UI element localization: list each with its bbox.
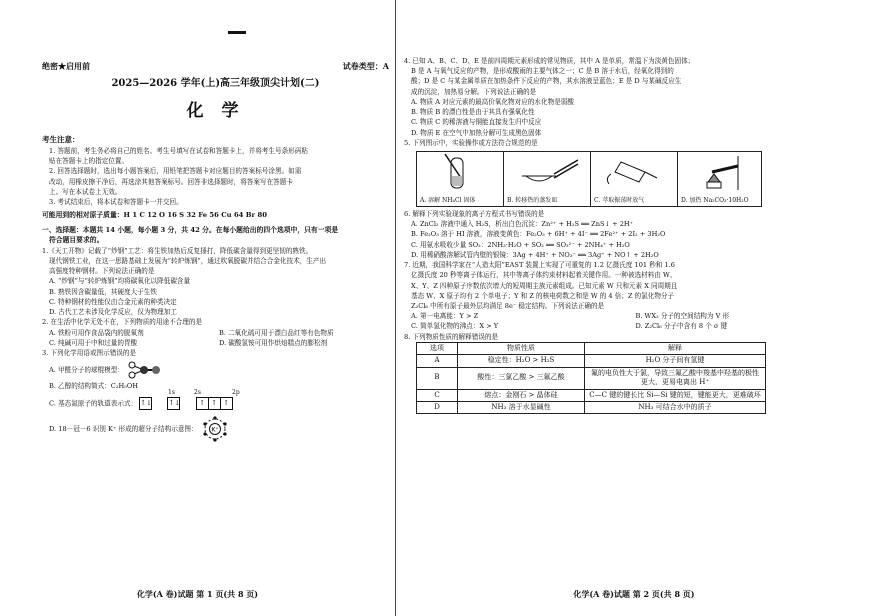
q3-option-b: B. 乙醇的结构简式：C₂H₅OH [49,382,139,391]
question-7 [404,260,860,332]
q5-figures [416,151,762,207]
q6-option-d: D. 用稀硝酸溶解试管内壁的银镜：3Ag + 4H⁺ + NO₃⁻ ══ 3Ag⁺ + NO↑ + 2H₂O [411,250,659,259]
paper-type-label: 试卷类型：A [342,61,389,71]
question-6 [404,209,860,260]
section-heading-2: 符合题目要求的。 [49,236,104,245]
q1-stem: 高强度特种钢材。下列说法正确的是 [49,267,155,276]
q7-stem: 7. 近期，我国科学家在“人造太阳”EAST 装置上实现了可重复的 1.2 亿摄氏度 101 秒和 1.6 [404,261,675,270]
q7-option-c: C. 简单氢化物的沸点：X > Y [411,322,499,331]
q4-option-d: D. 物质 E 在空气中加热分解可生成黑色固体 [411,128,542,137]
exam-title: 2025—2026 学年(上)高三年级顶尖计划(二) [111,78,320,90]
q1-stem: 1.《天工开物》记载了“炒钢”工艺：将生铁加热后反复捶打，降低碳含量得到更坚韧的熟铁。 [42,246,313,255]
orbital-box: ↑↓ [167,397,180,410]
potassium-ion-label: K⁺ [211,426,219,434]
q4-stem: 酸；D 是 C 与某金属单质在加热条件下反应的产物，其水溶液呈蓝色；E 是 D 与某碱反应生 [411,77,682,86]
table-cell: 酸性：三氯乙酸 > 三氟乙酸 [458,367,585,389]
q4-stem: B 是 A 与氧气反应的产物，是形成酸雨的主要气体之一；C 是 B 溶于水后，经氧化得到的 [411,67,674,76]
page-1-footer: 化学(A 卷)试题 第 1 页(共 8 页) [136,588,259,599]
q7-stem: 基态 W、X 原子均有 2 个单电子；Y 和 Z 的核电荷数之和是 W 的 4 倍；Z 的氯化物分子 [411,291,675,300]
q2-option-a: A. 铁粉可用作食品袋内的脱氧剂 [49,328,144,337]
q4-stem: 成的沉淀，加热易分解。下列说法正确的是 [411,87,537,96]
test-tube-icon [417,152,503,192]
q5-figure-a [417,152,504,206]
q1-option-a: A. “炒钢”与“转炉炼钢”均将碳氧化以降低碳含量 [49,277,191,286]
q1-option-c: C. 特种钢材的性能仅由合金元素的种类决定 [49,297,177,306]
table-cell: C—C 键的键长比 Si—Si 键的短，键能更大，更难破坏 [585,389,766,401]
page-2-footer: 化学(A 卷)试题 第 2 页(共 8 页) [573,588,695,599]
q1-stem: 现代钢铁工业，在这一思路基础上发展为“转炉炼钢”，通过吹氧脱碳并结合合金化技术，生产出 [49,256,327,265]
q3-option-c: C. 基态氮原子的轨道表示式： [49,399,138,408]
q6-option-c: C. 用氨水吸收少量 SO₂：2NH₃·H₂O + SO₂ ══ SO₃²⁻ + 2NH₄⁺ + H₂O [411,240,630,249]
q2-option-c: C. 纯碱可用于中和过量的胃酸 [49,338,138,347]
subject-title: 化 学 [186,100,245,121]
table-header-row [417,342,766,354]
table-cell: B [417,367,458,389]
table-header: 解释 [585,342,766,354]
q5-figure-b [504,152,591,206]
q7-stem: Z₂Cl₆ 中所有原子最外层均满足 8e⁻ 稳定结构。下列说法正确的是 [411,301,605,310]
table-cell: 熔点：金刚石 > 晶体硅 [458,389,585,401]
formaldehyde-model-icon [126,361,162,379]
section-heading: 一、选择题：本题共 14 小题，每小题 3 分，共 42 分。在每小题给出的四个选项中，只有一项是 [42,225,339,234]
q6-stem: 6. 解释下列实验现象的离子方程式书写错误的是 [404,209,545,218]
orbital-label: 1s [168,389,175,397]
q1-option-b: B. 熟铁因含碳量低，其硬度大于生铁 [49,287,157,296]
table-cell: D [417,402,458,414]
q7-option-d: D. Z₂Cl₆ 分子中含有 8 个 σ 键 [635,322,728,331]
q3-option-d: D. 18－冠－6 识别 K⁺ 形成的超分子结构示意图： [49,425,198,434]
table-cell: A [417,355,458,367]
page-1 [0,0,396,616]
table-row [417,355,766,367]
table-header: 物质性质 [458,342,585,354]
q5-option-a: A. 溶解 NH₄Cl 固体 [420,196,476,204]
table-row [417,367,766,389]
separatory-funnel-icon [591,152,677,192]
notice-line: 上。写在本试卷上无效。 [49,187,122,196]
notice-line: 3. 考试结束后，将本试卷和答题卡一并交回。 [49,197,183,206]
q4-option-a: A. 物质 A 对应元素的最高价氧化物对应的水化物是弱酸 [411,97,574,106]
q5-option-b: B. 转移热的蒸发皿 [507,196,558,204]
notice-line: 改动，用橡皮擦干净后，再选涂其他答案标号。回答非选择题时，将答案写在答题卡 [49,177,293,186]
q5-stem: 5. 下列图示中，实验操作或方法符合规范的是 [404,138,538,147]
table-cell: C [417,389,458,401]
notice-heading: 考生注意： [42,135,80,145]
notice-line: 2. 回答选择题时，选出每小题答案后，用铅笔把答题卡对应题目的答案标号涂黑。如需 [49,167,302,176]
q5-option-c: C. 萃取振荡时放气 [594,196,645,204]
q5-option-d: D. 加热 Na₂CO₃·10H₂O [681,196,749,204]
heating-apparatus-icon [678,152,764,192]
notice-line: 贴在答题卡上的指定位置。 [49,157,129,166]
page-2 [398,0,870,616]
atomic-masses: 可能用到的相对原子质量：H 1 C 12 O 16 S 32 Fe 56 Cu 64 Br 80 [42,211,267,220]
q4-stem: 4. 已知 A、B、C、D、E 是前四周期元素形成的常见物质，其中 A 是单质，常温下为淡黄色固体； [404,57,695,65]
q2-stem: 2. 在生活中化学无处不在，下列物质的用途不合理的是 [42,318,203,327]
q3-option-a: A. 甲醛分子的球棍模型： [49,366,124,375]
q4-option-b: B. 物质 B 的漂白性是由于其具有强氧化性 [411,108,535,117]
q5-figure-c [591,152,678,206]
table-row [417,402,766,414]
table-cell: 稳定性：H₂O > H₂S [458,355,585,367]
q8-table [416,342,766,415]
table-cell: NH₃ 可结合水中的质子 [585,402,766,414]
confidential-label: 绝密★启用前 [42,61,90,71]
question-3 [42,348,389,444]
q2-option-b: B. 二氧化硫可用于漂白品红等有色物质 [219,328,334,337]
table-header: 选项 [417,342,458,354]
question-2 [42,317,389,348]
q7-stem: X、Y、Z 四种原子序数依次增大的短周期主族元素组成。已知元素 W 只和元素 X 同周期且 [411,281,678,290]
q7-option-b: B. WX₂ 分子的空间结构为 V 形 [635,312,730,321]
q3-stem: 3. 下列化学用语或图示错误的是 [42,348,137,357]
question-5 [404,138,860,207]
table-cell: 氟的电负性大于氯，导致三氟乙酸中羧基中羟基的极性更大，更易电离出 H⁺ [585,367,766,389]
q5-figure-d [678,152,764,206]
table-row [417,389,766,401]
table-cell: H₂O 分子间有氢键 [585,355,766,367]
orbital-label: 2p [232,389,240,397]
notices [42,146,389,207]
orbital-box: ↑↓ [139,397,152,410]
q1-option-d: D. 古代工艺未涉及化学反应，仅为物理加工 [49,308,177,317]
table-cell: NH₃ 溶于水显碱性 [458,402,585,414]
question-4 [404,56,860,138]
q6-option-a: A. ZnCl₂ 溶液中通入 H₂S，析出白色沉淀：Zn²⁺ + H₂S ══ ZnS↓ + 2H⁺ [411,220,634,229]
q4-option-c: C. 物质 C 的稀溶液与铜能直接发生归中反应 [411,118,542,127]
orbital-box: ↑ [220,397,233,410]
orbital-label: 2s [194,389,201,397]
q6-option-b: B. Fe₂O₃ 溶于 HI 溶液，溶液变黄色：Fe₂O₃ + 6H⁺ + 4I⁻ ══ 2Fe²⁺ + 2I₂ + 3H₂O [411,230,666,239]
orbital-box: ↑ [196,397,209,410]
q7-stem: 亿摄氏度 20 秒等离子体运行，其中等离子体约束材料起着关键作用。一种被选材料由 W、 [411,271,677,280]
q7-option-a: A. 第一电离能：Y > Z [411,312,479,321]
q8-stem: 8. 下列物质性质的解释错误的是 [404,332,499,341]
crown-ether-icon [200,414,230,444]
q2-option-d: D. 碳酸氢铵可用作烘焙糕点的膨松剂 [219,338,328,347]
notice-line: 1. 答题前，考生务必将自己的姓名、考生号填写在试卷和答题卡上，并将考生号条形码粘 [49,146,308,155]
question-8 [404,332,860,415]
evaporating-dish-icon [504,152,590,192]
question-1 [42,246,389,318]
orbital-box: ↑ [208,397,221,410]
